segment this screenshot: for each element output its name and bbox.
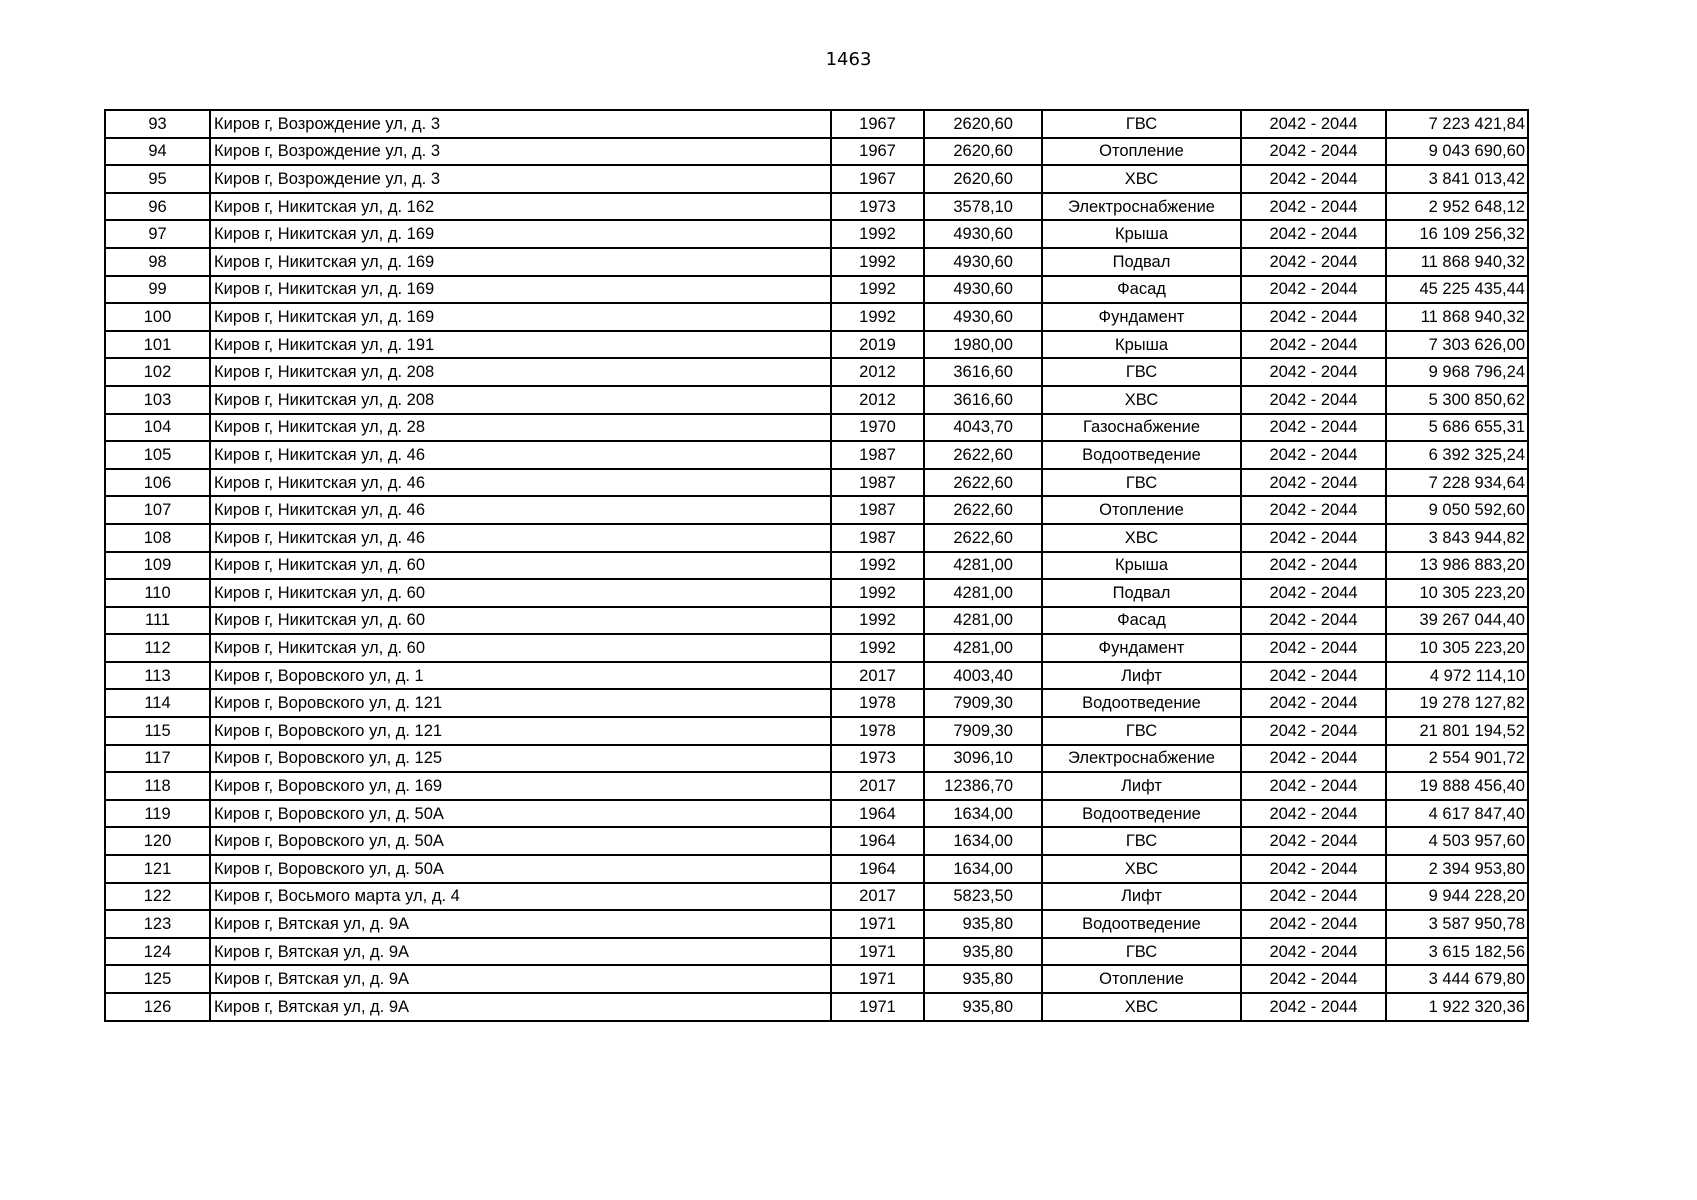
area-cell: 1980,00 bbox=[924, 331, 1042, 359]
work-type-cell: Крыша bbox=[1042, 552, 1241, 580]
address-cell: Киров г, Воровского ул, д. 169 bbox=[210, 772, 831, 800]
area-cell: 935,80 bbox=[924, 965, 1042, 993]
period-cell: 2042 - 2044 bbox=[1241, 938, 1386, 966]
table-row bbox=[105, 800, 1528, 828]
cost-cell: 4 617 847,40 bbox=[1386, 800, 1528, 828]
work-type-cell: ГВС bbox=[1042, 110, 1241, 138]
period-cell: 2042 - 2044 bbox=[1241, 662, 1386, 690]
work-type-cell: Водоотведение bbox=[1042, 910, 1241, 938]
row-number-cell: 107 bbox=[105, 496, 210, 524]
table-row bbox=[105, 552, 1528, 580]
row-number-cell: 105 bbox=[105, 441, 210, 469]
cost-cell: 45 225 435,44 bbox=[1386, 276, 1528, 304]
period-cell: 2042 - 2044 bbox=[1241, 386, 1386, 414]
build-year-cell: 1987 bbox=[831, 469, 924, 497]
address-cell: Киров г, Воровского ул, д. 50А bbox=[210, 855, 831, 883]
address-cell: Киров г, Возрождение ул, д. 3 bbox=[210, 110, 831, 138]
table-row bbox=[105, 938, 1528, 966]
build-year-cell: 1992 bbox=[831, 220, 924, 248]
table-row bbox=[105, 579, 1528, 607]
area-cell: 4003,40 bbox=[924, 662, 1042, 690]
period-cell: 2042 - 2044 bbox=[1241, 910, 1386, 938]
cost-cell: 3 444 679,80 bbox=[1386, 965, 1528, 993]
period-cell: 2042 - 2044 bbox=[1241, 165, 1386, 193]
area-cell: 4281,00 bbox=[924, 634, 1042, 662]
address-cell: Киров г, Никитская ул, д. 60 bbox=[210, 552, 831, 580]
cost-cell: 10 305 223,20 bbox=[1386, 634, 1528, 662]
table-row bbox=[105, 993, 1528, 1021]
row-number-cell: 102 bbox=[105, 358, 210, 386]
work-type-cell: Фасад bbox=[1042, 276, 1241, 304]
work-type-cell: Отопление bbox=[1042, 965, 1241, 993]
table-row bbox=[105, 745, 1528, 773]
row-number-cell: 121 bbox=[105, 855, 210, 883]
address-cell: Киров г, Никитская ул, д. 46 bbox=[210, 524, 831, 552]
work-type-cell: ХВС bbox=[1042, 855, 1241, 883]
period-cell: 2042 - 2044 bbox=[1241, 414, 1386, 442]
period-cell: 2042 - 2044 bbox=[1241, 524, 1386, 552]
area-cell: 12386,70 bbox=[924, 772, 1042, 800]
build-year-cell: 1987 bbox=[831, 524, 924, 552]
work-type-cell: ГВС bbox=[1042, 717, 1241, 745]
work-type-cell: Лифт bbox=[1042, 662, 1241, 690]
address-cell: Киров г, Никитская ул, д. 46 bbox=[210, 441, 831, 469]
build-year-cell: 1992 bbox=[831, 303, 924, 331]
table-row bbox=[105, 165, 1528, 193]
build-year-cell: 2019 bbox=[831, 331, 924, 359]
cost-cell: 6 392 325,24 bbox=[1386, 441, 1528, 469]
repair-schedule-table-container bbox=[104, 109, 1527, 1022]
cost-cell: 3 843 944,82 bbox=[1386, 524, 1528, 552]
work-type-cell: Лифт bbox=[1042, 772, 1241, 800]
area-cell: 1634,00 bbox=[924, 827, 1042, 855]
period-cell: 2042 - 2044 bbox=[1241, 193, 1386, 221]
cost-cell: 7 228 934,64 bbox=[1386, 469, 1528, 497]
cost-cell: 3 615 182,56 bbox=[1386, 938, 1528, 966]
cost-cell: 7 303 626,00 bbox=[1386, 331, 1528, 359]
cost-cell: 11 868 940,32 bbox=[1386, 248, 1528, 276]
period-cell: 2042 - 2044 bbox=[1241, 552, 1386, 580]
cost-cell: 10 305 223,20 bbox=[1386, 579, 1528, 607]
cost-cell: 2 554 901,72 bbox=[1386, 745, 1528, 773]
address-cell: Киров г, Воровского ул, д. 125 bbox=[210, 745, 831, 773]
cost-cell: 9 968 796,24 bbox=[1386, 358, 1528, 386]
table-row bbox=[105, 607, 1528, 635]
table-row bbox=[105, 303, 1528, 331]
period-cell: 2042 - 2044 bbox=[1241, 248, 1386, 276]
area-cell: 935,80 bbox=[924, 910, 1042, 938]
address-cell: Киров г, Вятская ул, д. 9А bbox=[210, 938, 831, 966]
period-cell: 2042 - 2044 bbox=[1241, 689, 1386, 717]
build-year-cell: 2017 bbox=[831, 662, 924, 690]
build-year-cell: 1964 bbox=[831, 800, 924, 828]
cost-cell: 3 587 950,78 bbox=[1386, 910, 1528, 938]
row-number-cell: 123 bbox=[105, 910, 210, 938]
row-number-cell: 106 bbox=[105, 469, 210, 497]
area-cell: 3616,60 bbox=[924, 386, 1042, 414]
build-year-cell: 1992 bbox=[831, 276, 924, 304]
cost-cell: 9 944 228,20 bbox=[1386, 883, 1528, 911]
cost-cell: 2 394 953,80 bbox=[1386, 855, 1528, 883]
row-number-cell: 109 bbox=[105, 552, 210, 580]
area-cell: 4281,00 bbox=[924, 552, 1042, 580]
cost-cell: 16 109 256,32 bbox=[1386, 220, 1528, 248]
build-year-cell: 1992 bbox=[831, 579, 924, 607]
period-cell: 2042 - 2044 bbox=[1241, 800, 1386, 828]
row-number-cell: 104 bbox=[105, 414, 210, 442]
cost-cell: 19 888 456,40 bbox=[1386, 772, 1528, 800]
address-cell: Киров г, Никитская ул, д. 169 bbox=[210, 303, 831, 331]
work-type-cell: Крыша bbox=[1042, 331, 1241, 359]
table-row bbox=[105, 193, 1528, 221]
table-row bbox=[105, 441, 1528, 469]
area-cell: 1634,00 bbox=[924, 800, 1042, 828]
address-cell: Киров г, Восьмого марта ул, д. 4 bbox=[210, 883, 831, 911]
build-year-cell: 1967 bbox=[831, 138, 924, 166]
period-cell: 2042 - 2044 bbox=[1241, 745, 1386, 773]
work-type-cell: Подвал bbox=[1042, 579, 1241, 607]
table-body bbox=[105, 110, 1528, 1021]
cost-cell: 13 986 883,20 bbox=[1386, 552, 1528, 580]
cost-cell: 39 267 044,40 bbox=[1386, 607, 1528, 635]
area-cell: 2620,60 bbox=[924, 110, 1042, 138]
period-cell: 2042 - 2044 bbox=[1241, 496, 1386, 524]
build-year-cell: 1964 bbox=[831, 855, 924, 883]
address-cell: Киров г, Никитская ул, д. 162 bbox=[210, 193, 831, 221]
address-cell: Киров г, Вятская ул, д. 9А bbox=[210, 993, 831, 1021]
row-number-cell: 110 bbox=[105, 579, 210, 607]
build-year-cell: 1967 bbox=[831, 110, 924, 138]
cost-cell: 5 300 850,62 bbox=[1386, 386, 1528, 414]
cost-cell: 21 801 194,52 bbox=[1386, 717, 1528, 745]
address-cell: Киров г, Никитская ул, д. 46 bbox=[210, 496, 831, 524]
period-cell: 2042 - 2044 bbox=[1241, 110, 1386, 138]
period-cell: 2042 - 2044 bbox=[1241, 965, 1386, 993]
address-cell: Киров г, Вятская ул, д. 9А bbox=[210, 965, 831, 993]
table-row bbox=[105, 855, 1528, 883]
row-number-cell: 120 bbox=[105, 827, 210, 855]
work-type-cell: Электроснабжение bbox=[1042, 745, 1241, 773]
cost-cell: 19 278 127,82 bbox=[1386, 689, 1528, 717]
row-number-cell: 93 bbox=[105, 110, 210, 138]
row-number-cell: 95 bbox=[105, 165, 210, 193]
work-type-cell: ГВС bbox=[1042, 469, 1241, 497]
table-row bbox=[105, 717, 1528, 745]
table-row bbox=[105, 772, 1528, 800]
cost-cell: 9 050 592,60 bbox=[1386, 496, 1528, 524]
row-number-cell: 101 bbox=[105, 331, 210, 359]
row-number-cell: 96 bbox=[105, 193, 210, 221]
area-cell: 3616,60 bbox=[924, 358, 1042, 386]
table-row bbox=[105, 910, 1528, 938]
period-cell: 2042 - 2044 bbox=[1241, 276, 1386, 304]
build-year-cell: 1964 bbox=[831, 827, 924, 855]
address-cell: Киров г, Возрождение ул, д. 3 bbox=[210, 138, 831, 166]
area-cell: 5823,50 bbox=[924, 883, 1042, 911]
work-type-cell: Газоснабжение bbox=[1042, 414, 1241, 442]
build-year-cell: 1992 bbox=[831, 634, 924, 662]
build-year-cell: 1987 bbox=[831, 441, 924, 469]
period-cell: 2042 - 2044 bbox=[1241, 138, 1386, 166]
work-type-cell: Водоотведение bbox=[1042, 800, 1241, 828]
row-number-cell: 99 bbox=[105, 276, 210, 304]
address-cell: Киров г, Возрождение ул, д. 3 bbox=[210, 165, 831, 193]
work-type-cell: ХВС bbox=[1042, 993, 1241, 1021]
address-cell: Киров г, Никитская ул, д. 169 bbox=[210, 220, 831, 248]
address-cell: Киров г, Никитская ул, д. 191 bbox=[210, 331, 831, 359]
row-number-cell: 118 bbox=[105, 772, 210, 800]
work-type-cell: ГВС bbox=[1042, 827, 1241, 855]
row-number-cell: 108 bbox=[105, 524, 210, 552]
address-cell: Киров г, Никитская ул, д. 208 bbox=[210, 386, 831, 414]
address-cell: Киров г, Воровского ул, д. 121 bbox=[210, 689, 831, 717]
row-number-cell: 111 bbox=[105, 607, 210, 635]
period-cell: 2042 - 2044 bbox=[1241, 469, 1386, 497]
period-cell: 2042 - 2044 bbox=[1241, 827, 1386, 855]
work-type-cell: Фасад bbox=[1042, 607, 1241, 635]
build-year-cell: 1992 bbox=[831, 607, 924, 635]
area-cell: 4281,00 bbox=[924, 579, 1042, 607]
table-row bbox=[105, 276, 1528, 304]
build-year-cell: 1992 bbox=[831, 248, 924, 276]
table-row bbox=[105, 524, 1528, 552]
repair-schedule-table bbox=[104, 109, 1529, 1022]
area-cell: 2620,60 bbox=[924, 138, 1042, 166]
table-row bbox=[105, 386, 1528, 414]
work-type-cell: Крыша bbox=[1042, 220, 1241, 248]
table-row bbox=[105, 331, 1528, 359]
table-row bbox=[105, 414, 1528, 442]
row-number-cell: 98 bbox=[105, 248, 210, 276]
page-number: 1463 bbox=[825, 49, 872, 70]
area-cell: 4281,00 bbox=[924, 607, 1042, 635]
area-cell: 4930,60 bbox=[924, 276, 1042, 304]
work-type-cell: Фундамент bbox=[1042, 634, 1241, 662]
period-cell: 2042 - 2044 bbox=[1241, 883, 1386, 911]
build-year-cell: 1978 bbox=[831, 689, 924, 717]
cost-cell: 3 841 013,42 bbox=[1386, 165, 1528, 193]
table-row bbox=[105, 138, 1528, 166]
area-cell: 2622,60 bbox=[924, 441, 1042, 469]
table-row bbox=[105, 827, 1528, 855]
area-cell: 7909,30 bbox=[924, 717, 1042, 745]
build-year-cell: 2012 bbox=[831, 386, 924, 414]
cost-cell: 4 503 957,60 bbox=[1386, 827, 1528, 855]
build-year-cell: 1971 bbox=[831, 993, 924, 1021]
build-year-cell: 1971 bbox=[831, 965, 924, 993]
address-cell: Киров г, Никитская ул, д. 208 bbox=[210, 358, 831, 386]
work-type-cell: Водоотведение bbox=[1042, 441, 1241, 469]
build-year-cell: 2017 bbox=[831, 883, 924, 911]
table-row bbox=[105, 883, 1528, 911]
row-number-cell: 125 bbox=[105, 965, 210, 993]
area-cell: 2622,60 bbox=[924, 469, 1042, 497]
address-cell: Киров г, Никитская ул, д. 60 bbox=[210, 607, 831, 635]
table-row bbox=[105, 110, 1528, 138]
table-row bbox=[105, 662, 1528, 690]
address-cell: Киров г, Никитская ул, д. 28 bbox=[210, 414, 831, 442]
period-cell: 2042 - 2044 bbox=[1241, 607, 1386, 635]
period-cell: 2042 - 2044 bbox=[1241, 717, 1386, 745]
cost-cell: 1 922 320,36 bbox=[1386, 993, 1528, 1021]
address-cell: Киров г, Вятская ул, д. 9А bbox=[210, 910, 831, 938]
address-cell: Киров г, Никитская ул, д. 169 bbox=[210, 276, 831, 304]
area-cell: 3578,10 bbox=[924, 193, 1042, 221]
address-cell: Киров г, Воровского ул, д. 1 bbox=[210, 662, 831, 690]
area-cell: 4930,60 bbox=[924, 220, 1042, 248]
area-cell: 2622,60 bbox=[924, 524, 1042, 552]
row-number-cell: 119 bbox=[105, 800, 210, 828]
row-number-cell: 103 bbox=[105, 386, 210, 414]
period-cell: 2042 - 2044 bbox=[1241, 772, 1386, 800]
row-number-cell: 122 bbox=[105, 883, 210, 911]
build-year-cell: 2017 bbox=[831, 772, 924, 800]
build-year-cell: 1967 bbox=[831, 165, 924, 193]
period-cell: 2042 - 2044 bbox=[1241, 634, 1386, 662]
row-number-cell: 94 bbox=[105, 138, 210, 166]
cost-cell: 11 868 940,32 bbox=[1386, 303, 1528, 331]
address-cell: Киров г, Никитская ул, д. 46 bbox=[210, 469, 831, 497]
area-cell: 3096,10 bbox=[924, 745, 1042, 773]
period-cell: 2042 - 2044 bbox=[1241, 220, 1386, 248]
period-cell: 2042 - 2044 bbox=[1241, 331, 1386, 359]
work-type-cell: Отопление bbox=[1042, 138, 1241, 166]
build-year-cell: 1992 bbox=[831, 552, 924, 580]
area-cell: 2620,60 bbox=[924, 165, 1042, 193]
address-cell: Киров г, Никитская ул, д. 60 bbox=[210, 579, 831, 607]
cost-cell: 4 972 114,10 bbox=[1386, 662, 1528, 690]
table-row bbox=[105, 469, 1528, 497]
cost-cell: 9 043 690,60 bbox=[1386, 138, 1528, 166]
address-cell: Киров г, Никитская ул, д. 169 bbox=[210, 248, 831, 276]
area-cell: 935,80 bbox=[924, 993, 1042, 1021]
period-cell: 2042 - 2044 bbox=[1241, 855, 1386, 883]
row-number-cell: 114 bbox=[105, 689, 210, 717]
row-number-cell: 113 bbox=[105, 662, 210, 690]
cost-cell: 7 223 421,84 bbox=[1386, 110, 1528, 138]
address-cell: Киров г, Никитская ул, д. 60 bbox=[210, 634, 831, 662]
build-year-cell: 1987 bbox=[831, 496, 924, 524]
work-type-cell: ХВС bbox=[1042, 524, 1241, 552]
row-number-cell: 115 bbox=[105, 717, 210, 745]
area-cell: 1634,00 bbox=[924, 855, 1042, 883]
table-row bbox=[105, 248, 1528, 276]
build-year-cell: 2012 bbox=[831, 358, 924, 386]
table-row bbox=[105, 220, 1528, 248]
row-number-cell: 126 bbox=[105, 993, 210, 1021]
build-year-cell: 1970 bbox=[831, 414, 924, 442]
work-type-cell: Отопление bbox=[1042, 496, 1241, 524]
row-number-cell: 100 bbox=[105, 303, 210, 331]
address-cell: Киров г, Воровского ул, д. 50А bbox=[210, 827, 831, 855]
area-cell: 2622,60 bbox=[924, 496, 1042, 524]
build-year-cell: 1978 bbox=[831, 717, 924, 745]
build-year-cell: 1973 bbox=[831, 745, 924, 773]
row-number-cell: 117 bbox=[105, 745, 210, 773]
work-type-cell: ГВС bbox=[1042, 358, 1241, 386]
cost-cell: 5 686 655,31 bbox=[1386, 414, 1528, 442]
area-cell: 4930,60 bbox=[924, 303, 1042, 331]
cost-cell: 2 952 648,12 bbox=[1386, 193, 1528, 221]
area-cell: 4930,60 bbox=[924, 248, 1042, 276]
work-type-cell: Электроснабжение bbox=[1042, 193, 1241, 221]
row-number-cell: 97 bbox=[105, 220, 210, 248]
row-number-cell: 112 bbox=[105, 634, 210, 662]
period-cell: 2042 - 2044 bbox=[1241, 993, 1386, 1021]
work-type-cell: ХВС bbox=[1042, 165, 1241, 193]
address-cell: Киров г, Воровского ул, д. 121 bbox=[210, 717, 831, 745]
area-cell: 4043,70 bbox=[924, 414, 1042, 442]
work-type-cell: ХВС bbox=[1042, 386, 1241, 414]
build-year-cell: 1971 bbox=[831, 938, 924, 966]
build-year-cell: 1971 bbox=[831, 910, 924, 938]
period-cell: 2042 - 2044 bbox=[1241, 441, 1386, 469]
address-cell: Киров г, Воровского ул, д. 50А bbox=[210, 800, 831, 828]
period-cell: 2042 - 2044 bbox=[1241, 303, 1386, 331]
work-type-cell: Водоотведение bbox=[1042, 689, 1241, 717]
work-type-cell: Лифт bbox=[1042, 883, 1241, 911]
work-type-cell: Подвал bbox=[1042, 248, 1241, 276]
build-year-cell: 1973 bbox=[831, 193, 924, 221]
work-type-cell: ГВС bbox=[1042, 938, 1241, 966]
table-row bbox=[105, 689, 1528, 717]
table-row bbox=[105, 496, 1528, 524]
table-row bbox=[105, 634, 1528, 662]
work-type-cell: Фундамент bbox=[1042, 303, 1241, 331]
period-cell: 2042 - 2044 bbox=[1241, 579, 1386, 607]
table-row bbox=[105, 358, 1528, 386]
area-cell: 7909,30 bbox=[924, 689, 1042, 717]
area-cell: 935,80 bbox=[924, 938, 1042, 966]
period-cell: 2042 - 2044 bbox=[1241, 358, 1386, 386]
row-number-cell: 124 bbox=[105, 938, 210, 966]
table-row bbox=[105, 965, 1528, 993]
